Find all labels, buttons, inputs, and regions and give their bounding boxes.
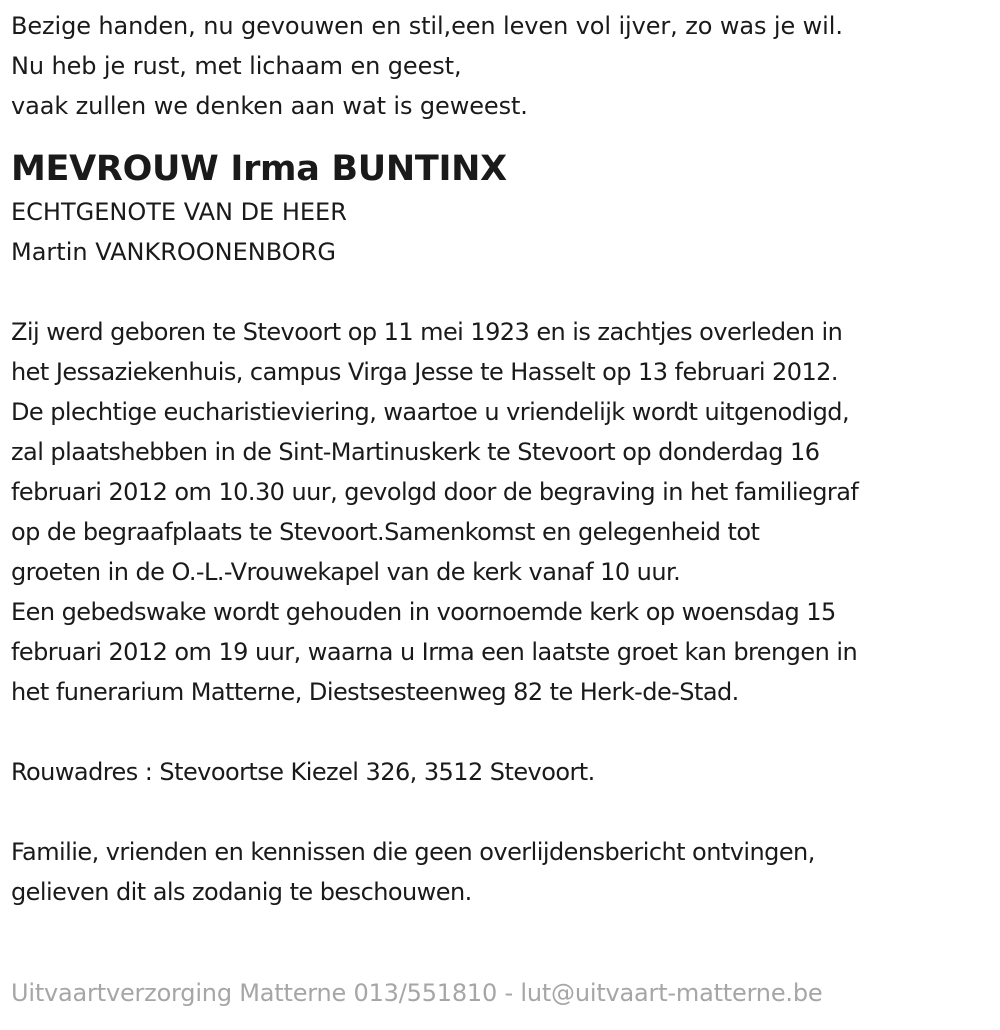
- notice-line: gelieven dit als zodanig te beschouwen.: [11, 878, 472, 906]
- obituary-notice: [11, 0, 996, 912]
- poem-line: Nu heb je rust, met lichaam en geest,: [11, 52, 462, 80]
- poem-line: vaak zullen we denken aan wat is geweest.: [11, 92, 528, 120]
- relation-label: ECHTGENOTE VAN DE HEER: [11, 198, 347, 226]
- poem-line: Bezige handen, nu gevouwen en stil,een leven vol ijver, zo was je wil.: [11, 12, 843, 40]
- spacer: [11, 272, 996, 312]
- spouse-info: [11, 192, 996, 272]
- deceased-name: MEVROUW Irma BUNTINX: [11, 149, 507, 189]
- spouse-name: Martin VANKROONENBORG: [11, 238, 336, 266]
- announcement-line: groeten in de O.-L.-Vrouwekapel van de kerk vanaf 10 uur.: [11, 558, 681, 586]
- announcement-line: zal plaatshebben in de Sint-Martinuskerk te Stevoort op donderdag 16: [11, 438, 820, 466]
- announcement-line: De plechtige eucharistieviering, waartoe u vriendelijk wordt uitgenodigd,: [11, 398, 850, 426]
- announcement-line: het funerarium Matterne, Diestsesteenweg 82 te Herk-de-Stad.: [11, 678, 739, 706]
- announcement-line: Zij werd geboren te Stevoort op 11 mei 1923 en is zachtjes overleden in: [11, 318, 843, 346]
- poem: [11, 6, 996, 126]
- announcement-line: op de begraafplaats te Stevoort.Samenkomst en gelegenheid tot: [11, 518, 760, 546]
- closing-notice: [11, 832, 996, 912]
- announcement-line: Een gebedswake wordt gehouden in voornoemde kerk op woensdag 15: [11, 598, 836, 626]
- spacer: [11, 712, 996, 752]
- announcement-line: februari 2012 om 19 uur, waarna u Irma een laatste groet kan brengen in: [11, 638, 858, 666]
- spacer: [11, 792, 996, 832]
- mourning-address: [11, 752, 996, 792]
- announcement-line: februari 2012 om 10.30 uur, gevolgd door de begraving in het familiegraf: [11, 478, 859, 506]
- address-line: Rouwadres : Stevoortse Kiezel 326, 3512 Stevoort.: [11, 758, 595, 786]
- announcement-body: [11, 312, 996, 712]
- notice-line: Familie, vrienden en kennissen die geen overlijdensbericht ontvingen,: [11, 838, 815, 866]
- announcement-line: het Jessaziekenhuis, campus Virga Jesse te Hasselt op 13 februari 2012.: [11, 358, 838, 386]
- funeral-home-footer: Uitvaartverzorging Matterne 013/551810 - lut@uitvaart-matterne.be: [11, 979, 823, 1007]
